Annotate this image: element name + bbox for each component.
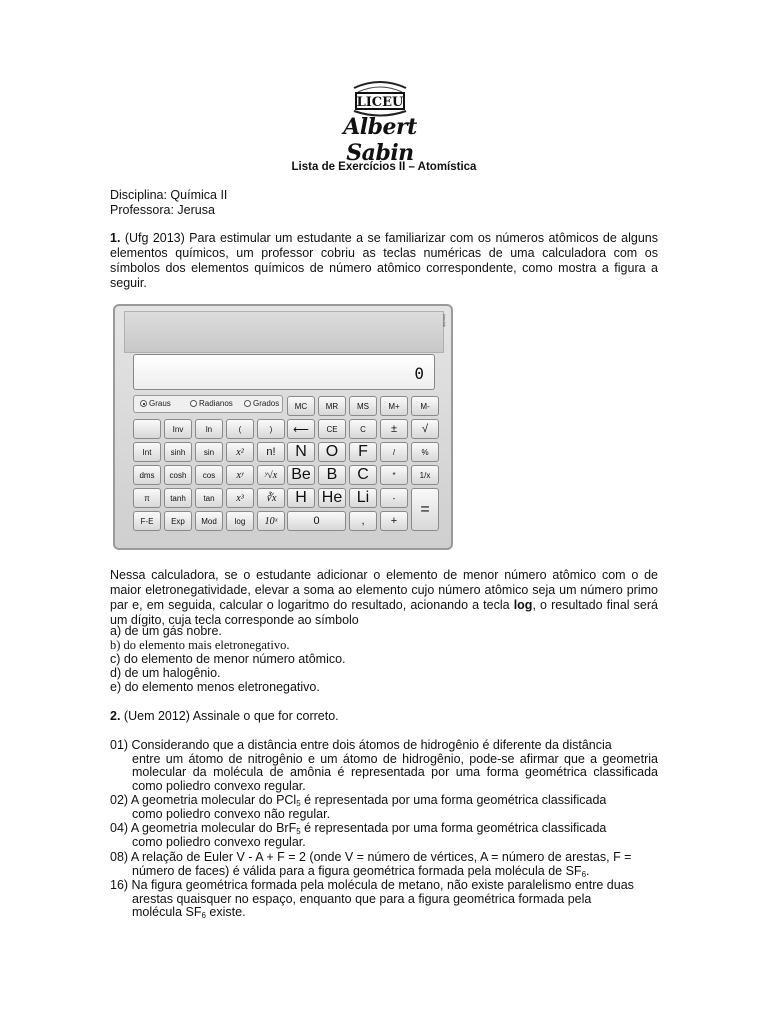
q2-item-16-cont-text: molécula SF	[132, 905, 202, 919]
option-a: a) de um gás nobre.	[110, 624, 222, 638]
key-dms: dms	[133, 465, 161, 485]
q2-item-04-post: é representada por uma forma geométrica classificada	[300, 821, 607, 835]
key-c: C	[349, 419, 377, 439]
key-element-h: H	[287, 488, 315, 508]
q2-item-08-first: 08) A relação de Euler V - A + F = 2 (onde V = número de vértices, A = número de arestas, F =	[110, 850, 632, 864]
q2-item-04-pre: 04) A geometria molecular do BrF	[110, 821, 297, 835]
question-1-intro-text: (Ufg 2013) Para estimular um estudante a se familiarizar com os números atômicos de alguns elementos químicos, um professor cobriu as teclas numéricas de uma calculadora com os símbolos dos elementos químicos de número atômico correspondente, como mostra a figura a seguir.	[110, 231, 658, 290]
option-b: b) do elemento mais eletronegativo.	[110, 638, 290, 652]
key-equals: =	[411, 488, 439, 531]
radio-grados	[244, 399, 279, 408]
q2-item-16-cont-b	[110, 906, 658, 920]
q2-item-01-cont: entre um átomo de nitrogênio e um átomo de hidrogênio, pode-se afirmar que a geometria molecular da molécula de amônia é representada por uma forma geométrica classificada como poliedro convexo regular.	[132, 751, 658, 793]
q2-item-08-end: .	[586, 863, 590, 878]
key-fe: F-E	[133, 511, 161, 531]
key-ms: MS	[349, 396, 377, 416]
logo-badge-text: LICEU	[356, 95, 404, 110]
key-divide: /	[380, 442, 408, 462]
radio-selected-icon	[140, 400, 147, 407]
key-ln: ln	[195, 419, 223, 439]
radio-empty-icon	[190, 400, 197, 407]
q2-item-08	[110, 851, 658, 878]
calculator-side-label: interlab	[442, 314, 447, 328]
key-decimal: ,	[349, 511, 377, 531]
q2-item-16-cont-a: arestas quaisquer no espaço, enquanto que para a figura geométrica formada pela	[132, 891, 592, 906]
q2-item-04	[110, 822, 658, 849]
key-sin: sin	[195, 442, 223, 462]
log-keyword: log	[513, 598, 533, 612]
key-x-squared: x²	[226, 442, 254, 462]
key-tan: tan	[195, 488, 223, 508]
key-element-n: N	[287, 442, 315, 462]
key-factorial: n!	[257, 442, 285, 462]
calculator-figure	[113, 304, 453, 550]
key-ten-power-x: 10ˣ	[257, 511, 285, 531]
key-x-cubed: x³	[226, 488, 254, 508]
q2-item-02	[110, 794, 658, 821]
question-2-number: 2.	[110, 709, 121, 723]
q2-item-02-post: é representada por uma forma geométrica classificada	[300, 793, 607, 807]
key-ce: CE	[318, 419, 346, 439]
q2-item-16-sub: 6	[201, 911, 206, 920]
key-sinh: sinh	[164, 442, 192, 462]
q2-item-01	[110, 739, 658, 793]
key-mr: MR	[318, 396, 346, 416]
calculator-display	[133, 354, 435, 390]
key-cos: cos	[195, 465, 223, 485]
key-cube-root: ∛x	[257, 488, 285, 508]
key-cosh: cosh	[164, 465, 192, 485]
radio-empty-icon	[244, 400, 251, 407]
question-2-intro	[110, 709, 339, 724]
question-1-body-end: , o resultado final será um dígito, cuja tecla corresponde ao símbolo	[110, 598, 658, 627]
q2-item-08-cont-text: número de faces) é válida para a figura geométrica formada pela molécula de SF	[132, 863, 582, 878]
option-e: e) do elemento menos eletronegativo.	[110, 680, 320, 694]
key-plus-minus: ±	[380, 419, 408, 439]
key-element-c: C	[349, 465, 377, 485]
key-percent: %	[411, 442, 439, 462]
q2-item-16-first: 16) Na figura geométrica formada pela molécula de metano, não existe paralelismo entre duas	[110, 878, 634, 892]
key-blank	[133, 419, 161, 439]
key-mc: MC	[287, 396, 315, 416]
q2-item-04-cont: como poliedro convexo regular.	[132, 834, 306, 849]
school-logo	[320, 78, 440, 166]
question-2-intro-text: (Uem 2012) Assinale o que for correto.	[123, 709, 339, 723]
key-x-power-y: xʸ	[226, 465, 254, 485]
question-1-number: 1.	[110, 231, 121, 245]
subject-line: Disciplina: Química II	[110, 188, 228, 202]
key-element-he: He	[318, 488, 346, 508]
key-backspace: ⟵	[287, 419, 315, 439]
radio-radianos	[190, 399, 233, 408]
key-exp: Exp	[164, 511, 192, 531]
key-element-b: B	[318, 465, 346, 485]
page-title: Lista de Exercícios II – Atomística	[291, 161, 477, 173]
key-minus: -	[380, 488, 408, 508]
key-sqrt: √	[411, 419, 439, 439]
key-plus: +	[380, 511, 408, 531]
key-multiply: *	[380, 465, 408, 485]
key-pi: π	[133, 488, 161, 508]
key-tanh: tanh	[164, 488, 192, 508]
q2-item-02-cont: como poliedro convexo não regular.	[132, 806, 331, 821]
q2-item-02-pre: 02) A geometria molecular do PCl	[110, 793, 297, 807]
question-1-body-text: Nessa calculadora, se o estudante adicionar o elemento de menor número atômico com o de maior eletronegatividade, elevar a soma ao elemento cujo número atômico seja um número primo par e, em seguida, calcular o logaritmo do resultado, acionando a tecla	[110, 568, 658, 612]
q2-item-16-end: existe.	[205, 905, 246, 919]
key-m-minus: M-	[411, 396, 439, 416]
angle-mode-group	[133, 395, 283, 413]
q2-item-08-cont	[110, 865, 658, 879]
key-mod: Mod	[195, 511, 223, 531]
liceu-emblem-icon	[348, 78, 412, 118]
radio-graus-label: Graus	[149, 399, 171, 408]
key-m-plus: M+	[380, 396, 408, 416]
key-element-li: Li	[349, 488, 377, 508]
q2-item-16	[110, 879, 658, 920]
q2-item-02-sub: 5	[296, 799, 301, 808]
q2-item-01-first: 01) Considerando que a distância entre dois átomos de hidrogênio é diferente da distância	[110, 738, 612, 752]
option-d: d) de um halogênio.	[110, 666, 221, 680]
key-element-be: Be	[287, 465, 315, 485]
key-reciprocal: 1/x	[411, 465, 439, 485]
q2-item-04-sub: 5	[296, 827, 301, 836]
q2-item-08-sub: 6	[581, 869, 587, 879]
key-zero: 0	[287, 511, 346, 531]
key-log: log	[226, 511, 254, 531]
radio-graus	[140, 399, 171, 408]
key-element-o: O	[318, 442, 346, 462]
key-lparen: (	[226, 419, 254, 439]
question-1-body	[110, 568, 658, 628]
key-element-f: F	[349, 442, 377, 462]
teacher-line: Professora: Jerusa	[110, 203, 215, 217]
key-inv: Inv	[164, 419, 192, 439]
radio-radianos-label: Radianos	[199, 399, 233, 408]
key-rparen: )	[257, 419, 285, 439]
logo-script-text: Albert Sabin	[343, 114, 417, 166]
question-1-intro	[110, 231, 658, 291]
radio-grados-label: Grados	[253, 399, 280, 408]
display-value: 0	[414, 364, 424, 383]
option-c: c) do elemento de menor número atômico.	[110, 652, 346, 666]
key-int: Int	[133, 442, 161, 462]
calculator-title-bar	[124, 311, 444, 353]
key-y-root-x: ʸ√x	[257, 465, 285, 485]
